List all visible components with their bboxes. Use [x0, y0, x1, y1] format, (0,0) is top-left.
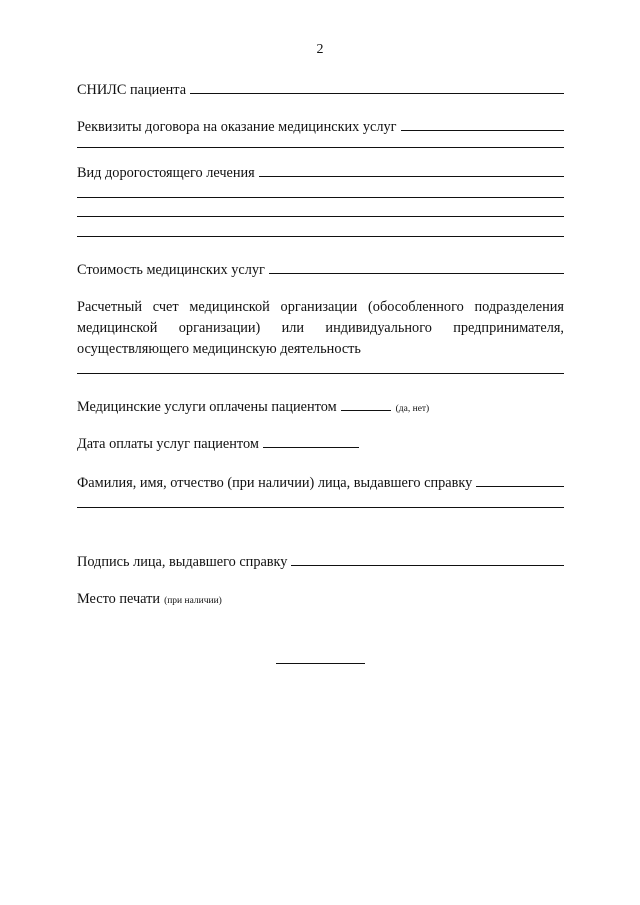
paid-hint: (да, нет)	[395, 404, 430, 414]
account-input-line[interactable]	[77, 373, 564, 374]
treatment-input-line-4[interactable]	[77, 236, 564, 237]
paid-row	[77, 397, 429, 418]
contract-row	[77, 117, 564, 136]
issuer-name-input-line-2[interactable]	[77, 507, 564, 508]
treatment-input-line[interactable]	[259, 163, 564, 177]
pay-date-label: Дата оплаты услуг пациентом	[77, 436, 259, 452]
account-line-3: осуществляющего медицинскую деятельность	[77, 341, 361, 357]
stamp-hint: (при наличии)	[164, 596, 222, 606]
cost-label: Стоимость медицинских услуг	[77, 262, 265, 278]
treatment-label: Вид дорогостоящего лечения	[77, 165, 255, 181]
cost-input-line[interactable]	[269, 260, 564, 274]
cost-row	[77, 260, 564, 279]
signature-input-line[interactable]	[291, 552, 564, 566]
issuer-name-row	[77, 473, 564, 492]
stamp-label: Место печати	[77, 591, 161, 607]
page-number: 2	[316, 42, 324, 57]
stamp-row	[77, 590, 222, 610]
signature-row	[77, 552, 564, 571]
snils-input-line[interactable]	[190, 80, 564, 94]
treatment-input-line-2[interactable]	[77, 197, 564, 198]
snils-label: СНИЛС пациента	[77, 82, 187, 98]
issuer-name-label: Фамилия, имя, отчество (при наличии) лица, выдавшего справку	[77, 475, 473, 491]
account-line-1: Расчетный счет медицинской организации (обособленного подразделения	[77, 299, 564, 315]
contract-input-line[interactable]	[401, 117, 564, 131]
snils-row	[77, 80, 564, 99]
treatment-row	[77, 163, 564, 182]
treatment-input-line-3[interactable]	[77, 216, 564, 217]
account-line-2: медицинской организации) или индивидуального предпринимателя,	[77, 320, 564, 336]
paid-label: Медицинские услуги оплачены пациентом	[77, 399, 337, 415]
paid-input-line[interactable]	[341, 397, 391, 411]
pay-date-input-line[interactable]	[263, 434, 359, 448]
signature-label: Подпись лица, выдавшего справку	[77, 554, 288, 570]
contract-label: Реквизиты договора на оказание медицинских услуг	[77, 119, 397, 135]
issuer-name-input-line[interactable]	[476, 473, 564, 487]
pay-date-row	[77, 434, 359, 453]
footer-separator	[276, 663, 365, 664]
contract-input-line-2[interactable]	[77, 147, 564, 148]
